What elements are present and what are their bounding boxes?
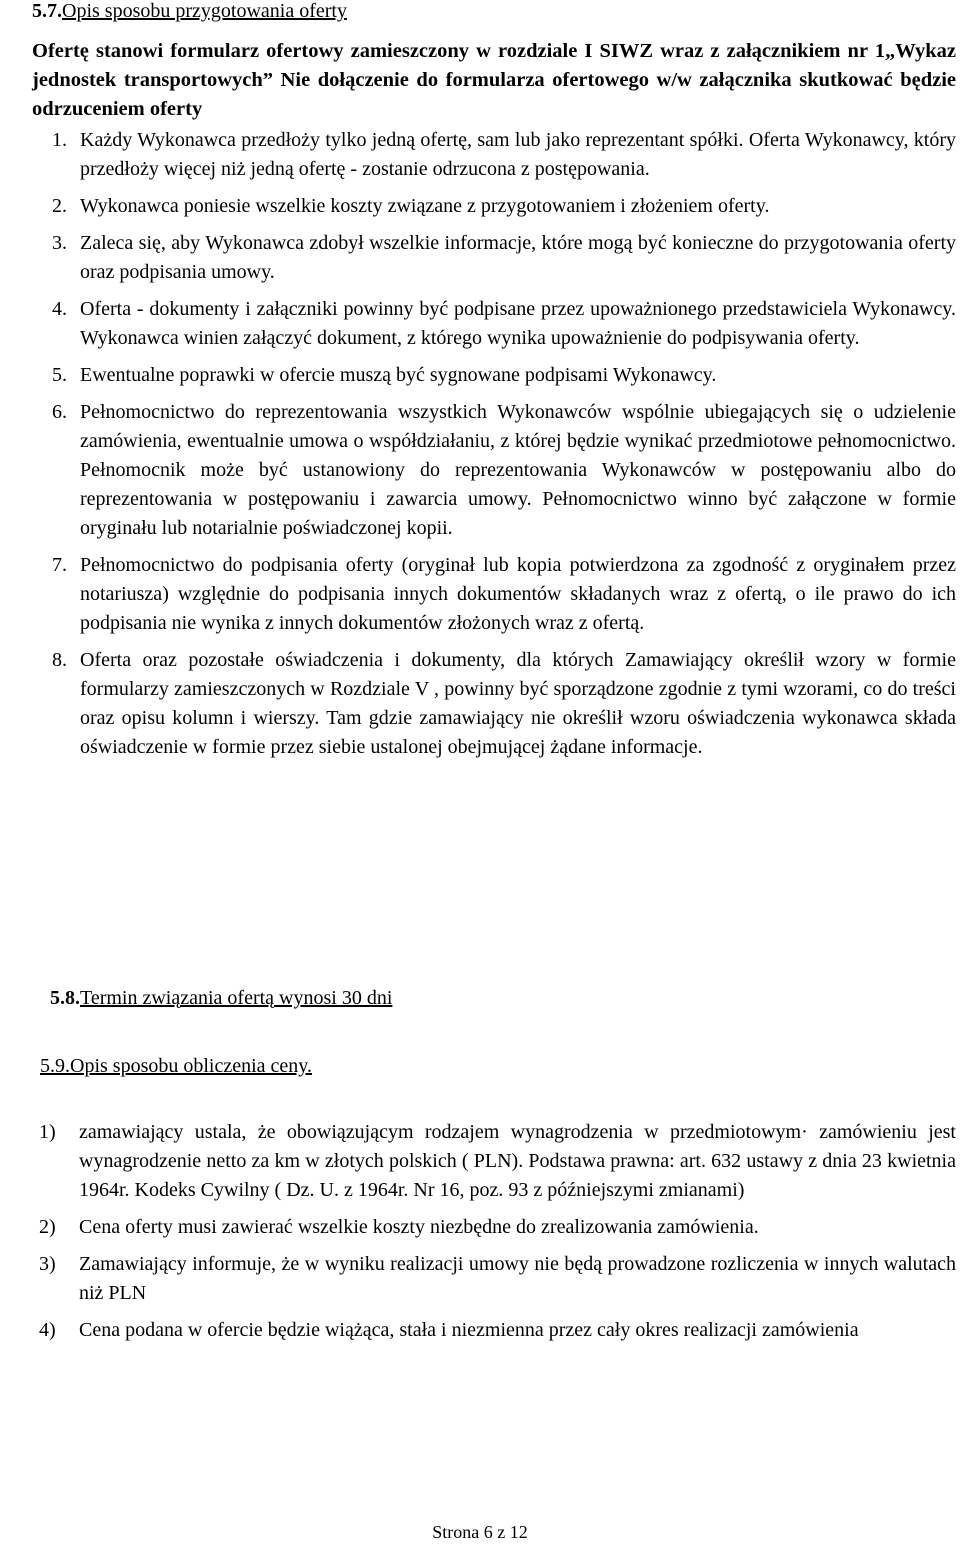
item-text: Cena podana w ofercie będzie wiążąca, stała i niezmienna przez cały okres realizacji zamówienia bbox=[79, 1319, 859, 1341]
section-number: 5.8. bbox=[50, 987, 80, 1009]
item-text: Cena oferty musi zawierać wszelkie koszty niezbędne do zrealizowania zamówienia. bbox=[79, 1216, 759, 1238]
page-number-footer: Strona 6 z 12 bbox=[432, 1522, 528, 1542]
item-text: Każdy Wykonawca przedłoży tylko jedną ofertę, sam lub jako reprezentant spółki. Oferta Wykonawcy, który przedłoży więcej niż jedną ofertę - zostanie odrzucona z postępowania. bbox=[80, 129, 956, 180]
item-number: 8. bbox=[52, 649, 67, 671]
item-number: 3. bbox=[52, 232, 67, 254]
section-title: Termin związania ofertą wynosi 30 dni bbox=[80, 987, 393, 1009]
list-item bbox=[39, 1316, 956, 1345]
list-item bbox=[52, 229, 956, 287]
list-item bbox=[52, 295, 956, 353]
section-title: Opis sposobu obliczenia ceny. bbox=[70, 1055, 312, 1077]
item-text: Pełnomocnictwo do reprezentowania wszystkich Wykonawców wspólnie ubiegających się o udzielenie zamówienia, ewentualnie umowa o współdziałaniu, z której będzie wynikać przedmiotowe pełnomocnictwo. Pełnomocnik może być ustanowiony do reprezentowania Wykonawców w postępowaniu albo do reprezentowania w postępowaniu i zawarcia umowy. Pełnomocnictwo winno być załączone w formie oryginału lub notarialnie poświadczonej kopii. bbox=[80, 401, 956, 539]
item-text: Zaleca się, aby Wykonawca zdobył wszelkie informacje, które mogą być konieczne do przygotowania oferty oraz podpisania umowy. bbox=[80, 232, 956, 283]
item-number: 6. bbox=[52, 401, 67, 423]
preparation-rules-list bbox=[52, 126, 956, 770]
list-item bbox=[52, 126, 956, 184]
item-text: zamawiający ustala, że obowiązującym rodzajem wynagrodzenia w przedmiotowym· zamówieniu jest wynagrodzenie netto za km w złotych polskich ( PLN). Podstawa prawna: art. 632 ustawy z dnia 23 kwietnia 1964r. Kodeks Cywilny ( Dz. U. z 1964r. Nr 16, poz. 93 z późniejszymi zmianami) bbox=[79, 1121, 956, 1201]
item-number: 4. bbox=[52, 298, 67, 320]
list-item bbox=[39, 1118, 956, 1205]
section-title: Opis sposobu przygotowania oferty bbox=[62, 0, 347, 22]
section-5-8-heading bbox=[50, 984, 392, 1013]
item-number: 4) bbox=[39, 1319, 56, 1341]
item-number: 3) bbox=[39, 1253, 56, 1275]
section-number: 5.9. bbox=[40, 1055, 70, 1077]
price-calculation-list bbox=[39, 1118, 956, 1353]
item-number: 5. bbox=[52, 364, 67, 386]
item-number: 7. bbox=[52, 554, 67, 576]
list-item bbox=[52, 646, 956, 762]
section-5-7-heading bbox=[32, 0, 347, 26]
item-text: Pełnomocnictwo do podpisania oferty (oryginał lub kopia potwierdzona za zgodność z oryginałem przez notariusza) względnie do podpisania innych dokumentów składanych wraz z ofertą, o ile prawo do ich podpisania nie wynika z innych dokumentów złożonych wraz z ofertą. bbox=[80, 554, 956, 634]
list-item bbox=[39, 1250, 956, 1308]
item-text: Ewentualne poprawki w ofercie muszą być sygnowane podpisami Wykonawcy. bbox=[80, 364, 717, 386]
item-text: Oferta oraz pozostałe oświadczenia i dokumenty, dla których Zamawiający określił wzory w formie formularzy zamieszczonych w Rozdziale V , powinny być sporządzone zgodnie z tymi wzorami, co do treści oraz opisu kolumn i wierszy. Tam gdzie zamawiający nie określił wzoru oświadczenia wykonawca składa oświadczenie w formie przez siebie ustalonej obejmującej żądane informacje. bbox=[80, 649, 956, 758]
intro-paragraph: Ofertę stanowi formularz ofertowy zamieszczony w rozdziale I SIWZ wraz z załącznikiem nr 1„Wykaz jednostek transportowych” Nie dołączenie do formularza ofertowego w/w załącznika skutkować będzie odrzuceniem oferty bbox=[32, 40, 956, 120]
item-text: Zamawiający informuje, że w wyniku realizacji umowy nie będą prowadzone rozliczenia w innych walutach niż PLN bbox=[79, 1253, 956, 1304]
item-text: Wykonawca poniesie wszelkie koszty związane z przygotowaniem i złożeniem oferty. bbox=[80, 195, 770, 217]
list-item bbox=[52, 551, 956, 638]
list-item bbox=[52, 361, 956, 390]
list-item bbox=[39, 1213, 956, 1242]
list-item bbox=[52, 192, 956, 221]
item-number: 2) bbox=[39, 1216, 56, 1238]
item-number: 1. bbox=[52, 129, 67, 151]
section-number: 5.7. bbox=[32, 0, 62, 22]
list-item bbox=[52, 398, 956, 543]
item-text: Oferta - dokumenty i załączniki powinny być podpisane przez upoważnionego przedstawiciela Wykonawcy. Wykonawca winien załączyć dokument, z którego wynika upoważnienie do podpisywania oferty. bbox=[80, 298, 956, 349]
section-5-9-heading bbox=[40, 1052, 312, 1081]
item-number: 2. bbox=[52, 195, 67, 217]
item-number: 1) bbox=[39, 1121, 56, 1143]
